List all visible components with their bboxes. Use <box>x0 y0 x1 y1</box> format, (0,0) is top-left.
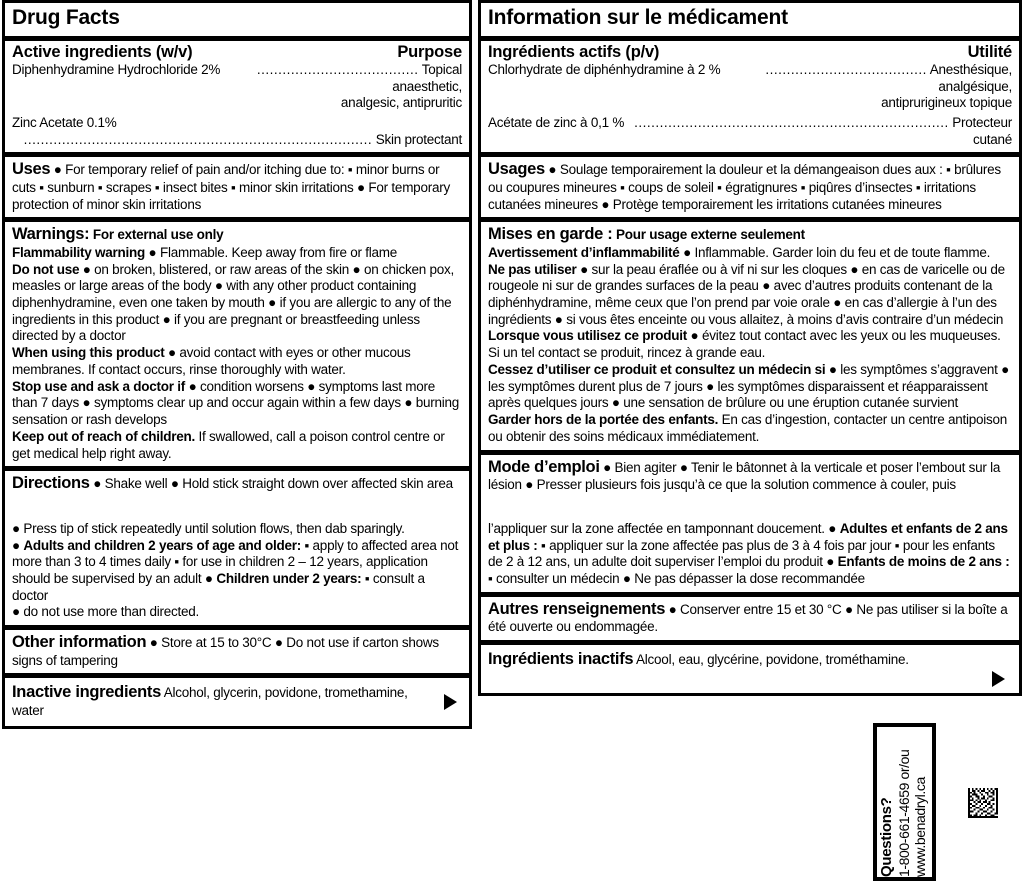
bullet: ● <box>204 571 213 587</box>
warning-text: En cas d’ingestion, contacter un centre antipoison ou obtenir des soins médicaux immédiatement. <box>488 412 1008 444</box>
questions-website: www.benadryl.ca <box>912 777 929 877</box>
section-uses-en <box>5 157 469 217</box>
warning-block <box>488 328 1012 361</box>
warning-block <box>12 345 462 378</box>
warning-label: Avertissement d’inflammabilité <box>488 244 680 260</box>
warning-text: ● Inflammable. Garder loin du feu et de toute flamme. <box>683 244 991 260</box>
inactive-ingredients-text-fr: Alcool, eau, glycérine, povidone, trométhamine. <box>636 651 909 667</box>
data-matrix-barcode-icon <box>968 788 998 818</box>
directions-body-4-en: ● do not use more than directed. <box>12 604 200 620</box>
other-information-text-fr: ● Conserver entre 15 et 30 °C ● Ne pas utiliser si la boîte a été ouverte ou endommagée. <box>488 601 1008 635</box>
inactive-ingredients-header-en: Inactive ingredients <box>12 683 161 702</box>
directions-age-group-text: ▪ apply to affected area not more than 3 to 4 times daily ▪ for use in children 2 – 12 years, application should be supervised by an adult <box>12 537 459 587</box>
uses-header-en: Uses <box>12 160 51 179</box>
section-warnings-en <box>5 222 469 466</box>
warnings-subheader-fr: Pour usage externe seulement <box>616 227 805 243</box>
directions-header-fr: Mode d’emploi <box>488 457 600 476</box>
warning-text: ● les symptômes s’aggravent ● les symptômes durent plus de 7 jours ● les symptômes disparaissent et réapparaissent après quelques jours ● une sensation de brûlure ou une éruption cutanée survient <box>488 361 1009 411</box>
other-information-header-en: Other information <box>12 633 147 652</box>
directions-age-group-label: Adultes et enfants de 2 ans et plus : <box>488 520 1008 553</box>
french-panel-title: Information sur le médicament <box>488 6 788 29</box>
active-ingredient-purpose: Skin protectant <box>375 131 462 147</box>
questions-phone: 1-800-661-4659 or/ou <box>895 749 912 877</box>
warning-label: Lorsque vous utilisez ce produit <box>488 328 688 344</box>
french-panel <box>478 0 1022 696</box>
directions-header-en: Directions <box>12 474 90 493</box>
section-directions-en <box>5 471 469 625</box>
directions-body-1-en: ● Press tip of stick repeatedly until solution flows, then dab sparingly. <box>12 520 405 536</box>
directions-lead-en: ● Shake well ● Hold stick straight down over affected skin area <box>93 476 453 492</box>
active-ingredient-purpose: Topical anaesthetic, <box>392 61 462 94</box>
warning-label: Flammability warning <box>12 244 146 260</box>
warning-block <box>12 429 462 462</box>
leader-dots: ...................................... <box>256 61 419 77</box>
directions-body-fr <box>488 521 1012 588</box>
bullet: ● <box>826 554 835 570</box>
continuation-triangle-icon <box>992 671 1005 687</box>
warning-label: When using this product <box>12 345 165 361</box>
directions-age-group-label: Enfants de moins de 2 ans : <box>837 554 1010 570</box>
section-uses-fr <box>481 157 1019 217</box>
warning-block <box>488 362 1012 412</box>
directions-age-group-text: ▪ appliquer sur la zone affectée pas plus de 3 à 4 fois par jour ▪ pour les enfants de 2 à 12 ans, un adulte doit superviser l’emploi du produit <box>488 537 995 570</box>
warning-label: Do not use <box>12 261 80 277</box>
directions-age-group-text: ▪ consulter un médecin ● Ne pas dépasser la dose recommandée <box>488 571 865 587</box>
inactive-ingredients-text-en: Alcohol, glycerin, povidone, tromethamine, water <box>12 685 408 718</box>
warning-text: ● avoid contact with eyes or other mucous membranes. If contact occurs, rinse thoroughly with water. <box>12 345 411 377</box>
directions-age-group-text: ▪ consult a doctor <box>12 571 425 603</box>
section-inactive-ingredients-fr <box>481 645 1019 693</box>
other-information-header-fr: Autres renseignements <box>488 599 666 618</box>
warnings-header-fr: Mises en garde : <box>488 225 613 244</box>
section-other-information-fr <box>481 597 1019 640</box>
bullet: ● <box>12 537 20 553</box>
section-active-ingredients-fr <box>481 41 1019 153</box>
active-ingredient-purpose: Protecteur cutané <box>952 114 1012 147</box>
bullet: ● <box>828 520 837 536</box>
active-ingredient-row <box>12 62 462 95</box>
leader-dots: .................................................................................. <box>23 131 373 147</box>
leader-dots: ...................................... <box>765 61 927 77</box>
warning-block <box>488 245 1012 262</box>
active-ingredient-name: Acétate de zinc à 0,1 % <box>488 114 625 130</box>
section-inactive-ingredients-en <box>5 678 469 725</box>
warning-label: Garder hors de la portée des enfants. <box>488 412 719 428</box>
active-ingredient-row <box>488 115 1012 148</box>
uses-header-fr: Usages <box>488 160 545 179</box>
english-panel <box>2 0 472 729</box>
english-panel-title: Drug Facts <box>12 6 120 29</box>
continuation-triangle-icon <box>444 694 457 710</box>
warning-block <box>12 379 462 429</box>
warning-block <box>12 262 462 346</box>
active-ingredient-name: Chlorhydrate de diphénhydramine à 2 % <box>488 61 721 77</box>
leader-dots: .......................................................................... <box>634 114 949 130</box>
active-ingredient-purpose-cont-row <box>488 95 1012 112</box>
active-ingredient-purpose: Anesthésique, analgésique, <box>929 61 1012 94</box>
warning-text: ● Flammable. Keep away from fire or flame <box>148 244 398 260</box>
active-ingredient-row <box>488 62 1012 95</box>
panel-seam-gap <box>12 494 462 521</box>
warning-block <box>488 412 1012 445</box>
active-ingredient-row <box>12 115 462 148</box>
purpose-header-fr: Utilité <box>967 42 1012 61</box>
purpose-header-en: Purpose <box>397 42 462 61</box>
warning-text: ● évitez tout contact avec les yeux ou les muqueuses. Si un tel contact se produit, rincez à grande eau. <box>488 328 1001 361</box>
section-directions-fr <box>481 455 1019 592</box>
uses-text-fr: ● Soulage temporairement la douleur et la démangeaison dues aux : ▪ brûlures ou coupures mineures ▪ coups de soleil ▪ égratignures ▪ piqûres d’insectes ▪ irritations cutanées mineures ● Protège temporairement les irritations cutanées mineures <box>488 162 1001 212</box>
warning-block <box>488 262 1012 329</box>
active-ingredient-purpose-cont-row <box>12 95 462 112</box>
warning-label: Stop use and ask a doctor if <box>12 378 186 394</box>
warning-label: Keep out of reach of children. <box>12 428 196 444</box>
warning-text: ● condition worsens ● symptoms last more than 7 days ● symptoms clear up and occur again within a few days ● burning sensation or rash develops <box>12 378 460 428</box>
warnings-subheader-en: For external use only <box>92 227 224 243</box>
warning-label: Cessez d’utiliser ce produit et consultez un médecin si <box>488 361 826 377</box>
directions-body-2-en <box>12 538 462 605</box>
panel-seam-gap <box>488 494 1012 521</box>
active-ingredients-header-fr: Ingrédients actifs (p/v) <box>488 42 660 61</box>
inactive-ingredients-header-fr: Ingrédients inactifs <box>488 649 634 668</box>
warning-block <box>12 245 462 262</box>
active-ingredient-name: Diphenhydramine Hydrochloride 2% <box>12 61 221 77</box>
directions-age-group-label: Children under 2 years: <box>216 571 362 587</box>
section-active-ingredients-en <box>5 41 469 153</box>
warning-label: Ne pas utiliser <box>488 261 577 277</box>
directions-body-1-fr: l’appliquer sur la zone affectée en tamponnant doucement. <box>488 520 825 536</box>
active-ingredient-name: Zinc Acetate 0.1% <box>12 114 117 130</box>
active-ingredient-purpose-cont: analgesic, antipruritic <box>340 95 462 111</box>
questions-box <box>873 723 936 881</box>
directions-lead-fr: ● Bien agiter ● Tenir le bâtonnet à la verticale et poser l’embout sur la lésion ● Presser plusieurs fois jusqu’à ce que la solution commence à couler, puis <box>488 459 1001 493</box>
section-other-information-en <box>5 630 469 673</box>
active-ingredient-purpose-cont: antiprurigineux topique <box>881 95 1012 111</box>
section-warnings-fr <box>481 222 1019 449</box>
warning-text: ● sur la peau éraflée ou à vif ni sur les cloques ● en cas de varicelle ou de rougeole ni sur de grandes surfaces de la peau ● avec d’autres produits contenant de la diphénhydramine, même ceux que l’on prend par voie orale ● en cas d’allergie à l’un des ingrédients ● si vous êtes enceinte ou vous allaitez, à moins d’avis contraire d’un médecin <box>488 261 1005 327</box>
uses-text-en: ● For temporary relief of pain and/or itching due to: ▪ minor burns or cuts ▪ sunburn ▪ scrapes ▪ insect bites ▪ minor skin irritations ● For temporary protection of minor skin irritations <box>12 162 450 212</box>
warning-text: If swallowed, call a poison control centre or get medical help right away. <box>12 428 445 461</box>
directions-age-group-label: Adults and children 2 years of age and older: <box>23 537 301 553</box>
other-information-text-en: ● Store at 15 to 30°C ● Do not use if carton shows signs of tampering <box>12 635 439 668</box>
questions-heading: Questions? <box>878 797 895 877</box>
warning-text: ● on broken, blistered, or raw areas of the skin ● on chicken pox, measles or large areas of the body ● with any other product containing diphenhydramine, even one taken by mouth ● if you are allergic to any of the ingredients in this product ● if you are pregnant or breastfeeding unless directed by a doctor <box>12 261 455 344</box>
warnings-header-en: Warnings: <box>12 225 90 244</box>
active-ingredients-header-en: Active ingredients (w/v) <box>12 42 193 61</box>
